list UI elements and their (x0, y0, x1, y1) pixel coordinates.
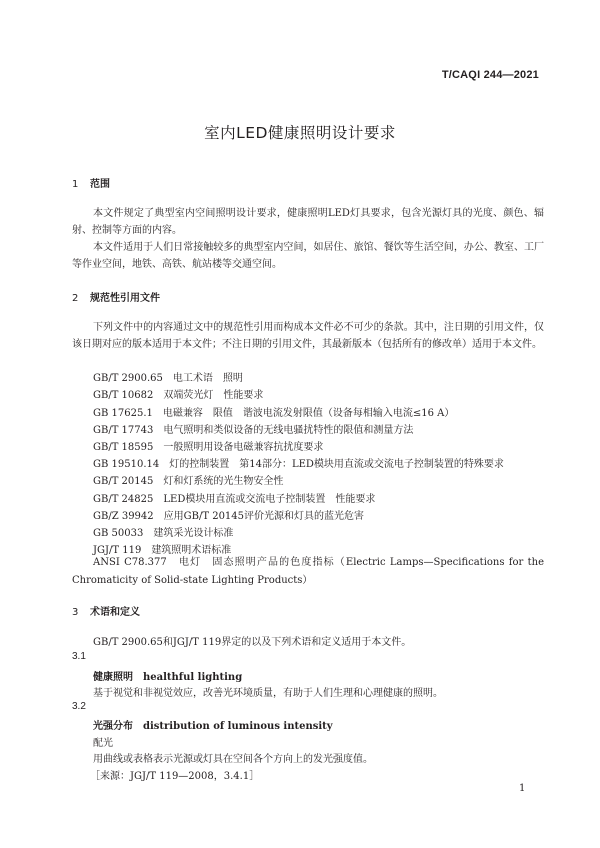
reference-title: 电工术语 照明 (172, 373, 243, 384)
reference-title: 电气照明和类似设备的无线电骚扰特性的限值和测量方法 (163, 425, 414, 436)
reference-item (93, 507, 364, 522)
term-definition: 基于视觉和非视觉效应，改善光环境质量，有助于人们生理和心理健康的照明。 (93, 688, 443, 699)
standard-code: T/CAQI 244—2021 (441, 69, 539, 81)
reference-title: 灯和灯系统的光生物安全性 (163, 476, 284, 487)
reference-title: 建筑照明术语标准 (151, 545, 232, 556)
section-1-number: 1 (72, 179, 79, 190)
term-source: ［来源：JGJ/T 119—2008，3.4.1］ (90, 771, 260, 782)
reference-title: LED模块用直流或交流电子控制装置 性能要求 (163, 494, 376, 505)
term-number: 3.1 (72, 651, 86, 662)
reference-item (93, 455, 504, 470)
document-title: 室内LED健康照明设计要求 (204, 124, 396, 142)
reference-item (93, 438, 323, 453)
reference-item-ansi: ANSI C78.377 电灯 固态照明产品的色度指标（Electric Lamps—Specifications for the Chromaticity of Solid-state Lighting Products） (72, 557, 544, 586)
term-heading (93, 717, 333, 732)
reference-code: JGJ/T 119 (93, 545, 142, 556)
section-2-intro: 下列文件中的内容通过文中的规范性引用而构成本文件必不可少的条款。其中，注日期的引用文件，仅该日期对应的版本适用于本文件；不注日期的引用文件，其最新版本（包括所有的修改单）适用于本文件。 (72, 322, 544, 350)
term-name-zh: 光强分布 (93, 721, 133, 732)
reference-item (93, 386, 263, 401)
reference-title: 建筑采光设计标准 (153, 528, 234, 539)
reference-code: GB 19510.14 (93, 459, 160, 470)
section-1-paragraph: 本文件适用于人们日常接触较多的典型室内空间，如居住、旅馆、餐饮等生活空间，办公、教室、工厂等作业空间，地铁、高铁、航站楼等交通空间。 (72, 242, 544, 270)
reference-item (93, 421, 413, 436)
reference-code: GB/T 2900.65 (93, 373, 163, 384)
reference-code: GB/T 17743 (93, 425, 154, 436)
section-1-title: 范围 (90, 179, 110, 190)
reference-item (93, 369, 243, 384)
reference-item (93, 404, 454, 419)
section-2-heading (72, 289, 160, 304)
reference-title: 灯的控制装置 第14部分：LED模块用直流或交流电子控制装置的特殊要求 (169, 459, 504, 470)
reference-title: 电磁兼容 限值 谐波电流发射限值（设备每相输入电流≤16 A） (162, 408, 455, 419)
section-2-title: 规范性引用文件 (90, 293, 160, 304)
section-3-title: 术语和定义 (90, 607, 140, 618)
reference-item (93, 472, 283, 487)
section-1-heading (72, 175, 110, 190)
section-3-heading (72, 603, 140, 618)
section-3-intro: GB/T 2900.65和JGJ/T 119界定的以及下列术语和定义适用于本文件。 (93, 637, 412, 648)
term-definition: 用曲线或表格表示光源或灯具在空间各个方向上的发光强度值。 (93, 754, 373, 765)
reference-code: GB/T 10682 (93, 390, 154, 401)
section-2-number: 2 (72, 293, 79, 304)
reference-code: GB/Z 39942 (93, 511, 154, 522)
reference-item (93, 490, 375, 505)
term-name-zh: 健康照明 (93, 672, 133, 683)
reference-code: GB/T 18595 (93, 442, 154, 453)
term-synonym: 配光 (93, 738, 113, 749)
page-number: 1 (519, 783, 526, 794)
reference-item (93, 524, 233, 539)
term-name-en: healthful lighting (143, 672, 243, 683)
reference-title: 双端荧光灯 性能要求 (163, 390, 264, 401)
term-number: 3.2 (72, 701, 86, 712)
reference-code: GB 50033 (93, 528, 144, 539)
term-heading (93, 668, 242, 683)
reference-code: GB 17625.1 (93, 408, 153, 419)
reference-title: 一般照明用设备电磁兼容抗扰度要求 (163, 442, 324, 453)
section-3-number: 3 (72, 607, 79, 618)
reference-title: 应用GB/T 20145评价光源和灯具的蓝光危害 (163, 511, 365, 522)
section-1-paragraph: 本文件规定了典型室内空间照明设计要求，健康照明LED灯具要求，包含光源灯具的光度、颜色、辐射、控制等方面的内容。 (72, 208, 544, 236)
reference-code: GB/T 20145 (93, 476, 154, 487)
term-name-en: distribution of luminous intensity (143, 721, 333, 732)
reference-code: GB/T 24825 (93, 494, 154, 505)
